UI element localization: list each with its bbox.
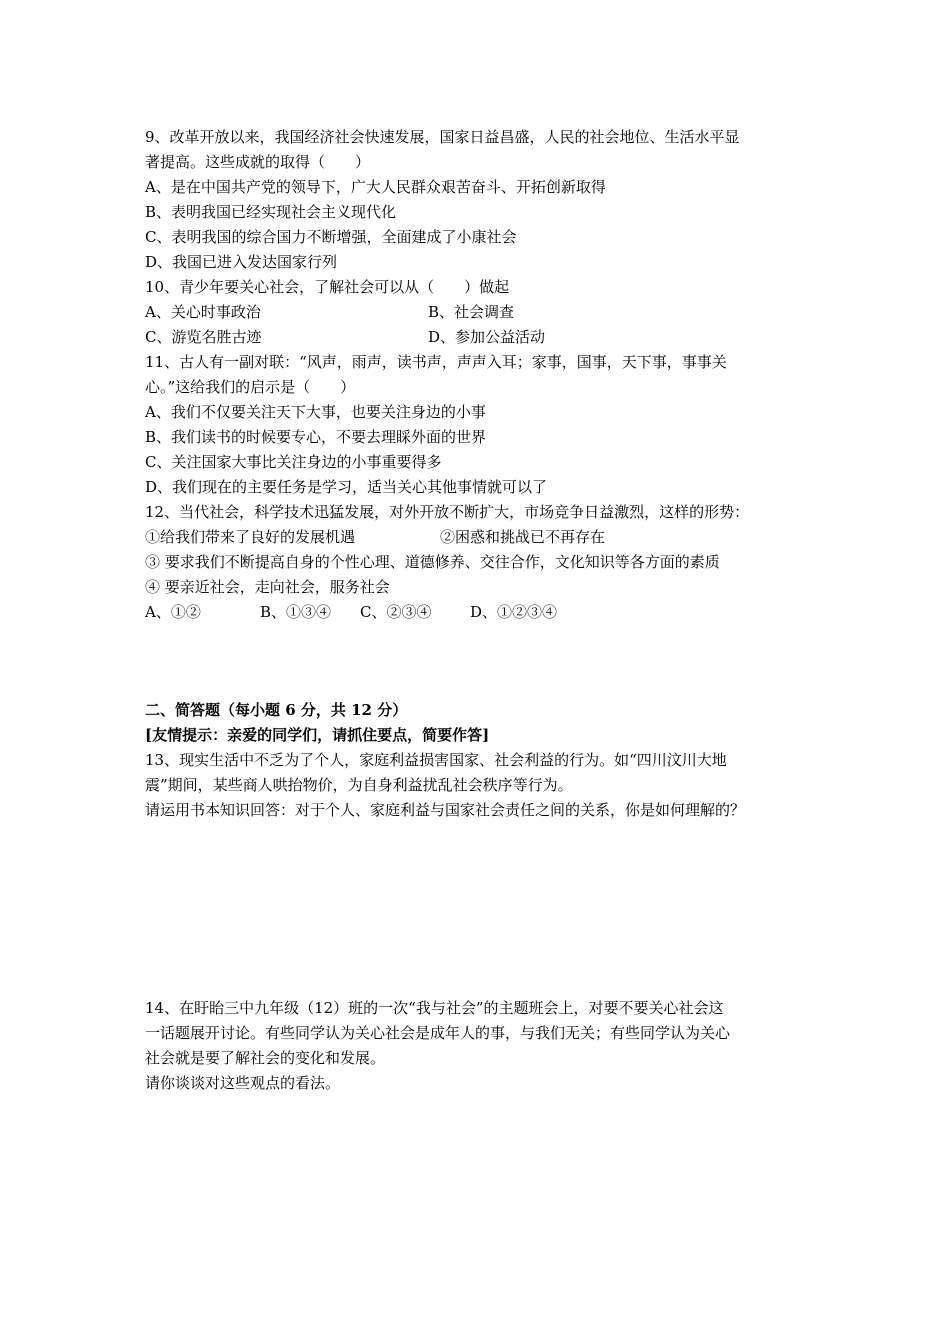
q14-line3: 社会就是要了解社会的变化和发展。	[145, 1049, 386, 1067]
q10-stem: 10、青少年要关心社会，了解社会可以从（ ）做起	[145, 278, 510, 296]
section-2-tip: [友情提示：亲爱的同学们，请抓住要点，简要作答]	[145, 726, 490, 744]
q14-line4: 请你谈谈对这些观点的看法。	[145, 1074, 341, 1092]
q12-statement-3: ③ 要求我们不断提高自身的个性心理、道德修养、交往合作，文化知识等各方面的素质	[145, 553, 720, 571]
q12-option-b: B、①③④	[260, 603, 332, 621]
q13-line2: 震”期间，某些商人哄抬物价，为自身利益扰乱社会秩序等行为。	[145, 776, 573, 794]
section-2-title: 二、简答题（每小题 6 分，共 12 分）	[145, 701, 408, 719]
q12-option-d: D、①②③④	[470, 603, 558, 621]
q12-statement-1: ①给我们带来了良好的发展机遇	[145, 528, 356, 546]
q12-option-a: A、①②	[145, 603, 201, 621]
q9-option-c: C、表明我国的综合国力不断增强，全面建成了小康社会	[145, 228, 517, 246]
q10-option-a: A、关心时事政治	[145, 303, 261, 321]
q11-option-a: A、我们不仅要关注天下大事，也要关注身边的小事	[145, 403, 486, 421]
q11-option-b: B、我们读书的时候要专心，不要去理睬外面的世界	[145, 428, 487, 446]
q9-stem-line2: 著提高。这些成就的取得（ ）	[145, 153, 371, 171]
q12-statement-4: ④ 要亲近社会，走向社会，服务社会	[145, 578, 390, 596]
q9-option-a: A、是在中国共产党的领导下，广大人民群众艰苦奋斗、开拓创新取得	[145, 178, 606, 196]
q12-stem: 12、当代社会，科学技术迅猛发展，对外开放不断扩大，市场竞争日益激烈，这样的形势：	[145, 503, 750, 521]
q14-line1: 14、在盱眙三中九年级（12）班的一次“我与社会”的主题班会上，对要不要关心社会这	[145, 999, 724, 1017]
q11-stem-line1: 11、古人有一副对联：“风声，雨声，读书声，声声入耳；家事，国事，天下事，事事关	[145, 353, 727, 371]
q12-statement-2: ②困惑和挑战已不再存在	[440, 528, 606, 546]
q10-option-c: C、游览名胜古迹	[145, 328, 262, 346]
q13-line3: 请运用书本知识回答：对于个人、家庭利益与国家社会责任之间的关系，你是如何理解的？	[145, 801, 746, 819]
q12-option-c: C、②③④	[360, 603, 432, 621]
q11-stem-line2: 心。”这给我们的启示是（ ）	[145, 378, 356, 396]
q13-line1: 13、现实生活中不乏为了个人，家庭利益损害国家、社会利益的行为。如“四川汶川大地	[145, 751, 727, 769]
q9-stem-line1: 9、改革开放以来，我国经济社会快速发展，国家日益昌盛，人民的社会地位、生活水平显	[145, 128, 740, 146]
q14-line2: 一话题展开讨论。有些同学认为关心社会是成年人的事，与我们无关；有些同学认为关心	[145, 1024, 731, 1042]
q9-option-d: D、我国已进入发达国家行列	[145, 253, 338, 271]
q11-option-d: D、我们现在的主要任务是学习，适当关心其他事情就可以了	[145, 478, 548, 496]
q11-option-c: C、关注国家大事比关注身边的小事重要得多	[145, 453, 442, 471]
q10-option-d: D、参加公益活动	[428, 328, 546, 346]
q10-option-b: B、社会调查	[428, 303, 515, 321]
q9-option-b: B、表明我国已经实现社会主义现代化	[145, 203, 397, 221]
